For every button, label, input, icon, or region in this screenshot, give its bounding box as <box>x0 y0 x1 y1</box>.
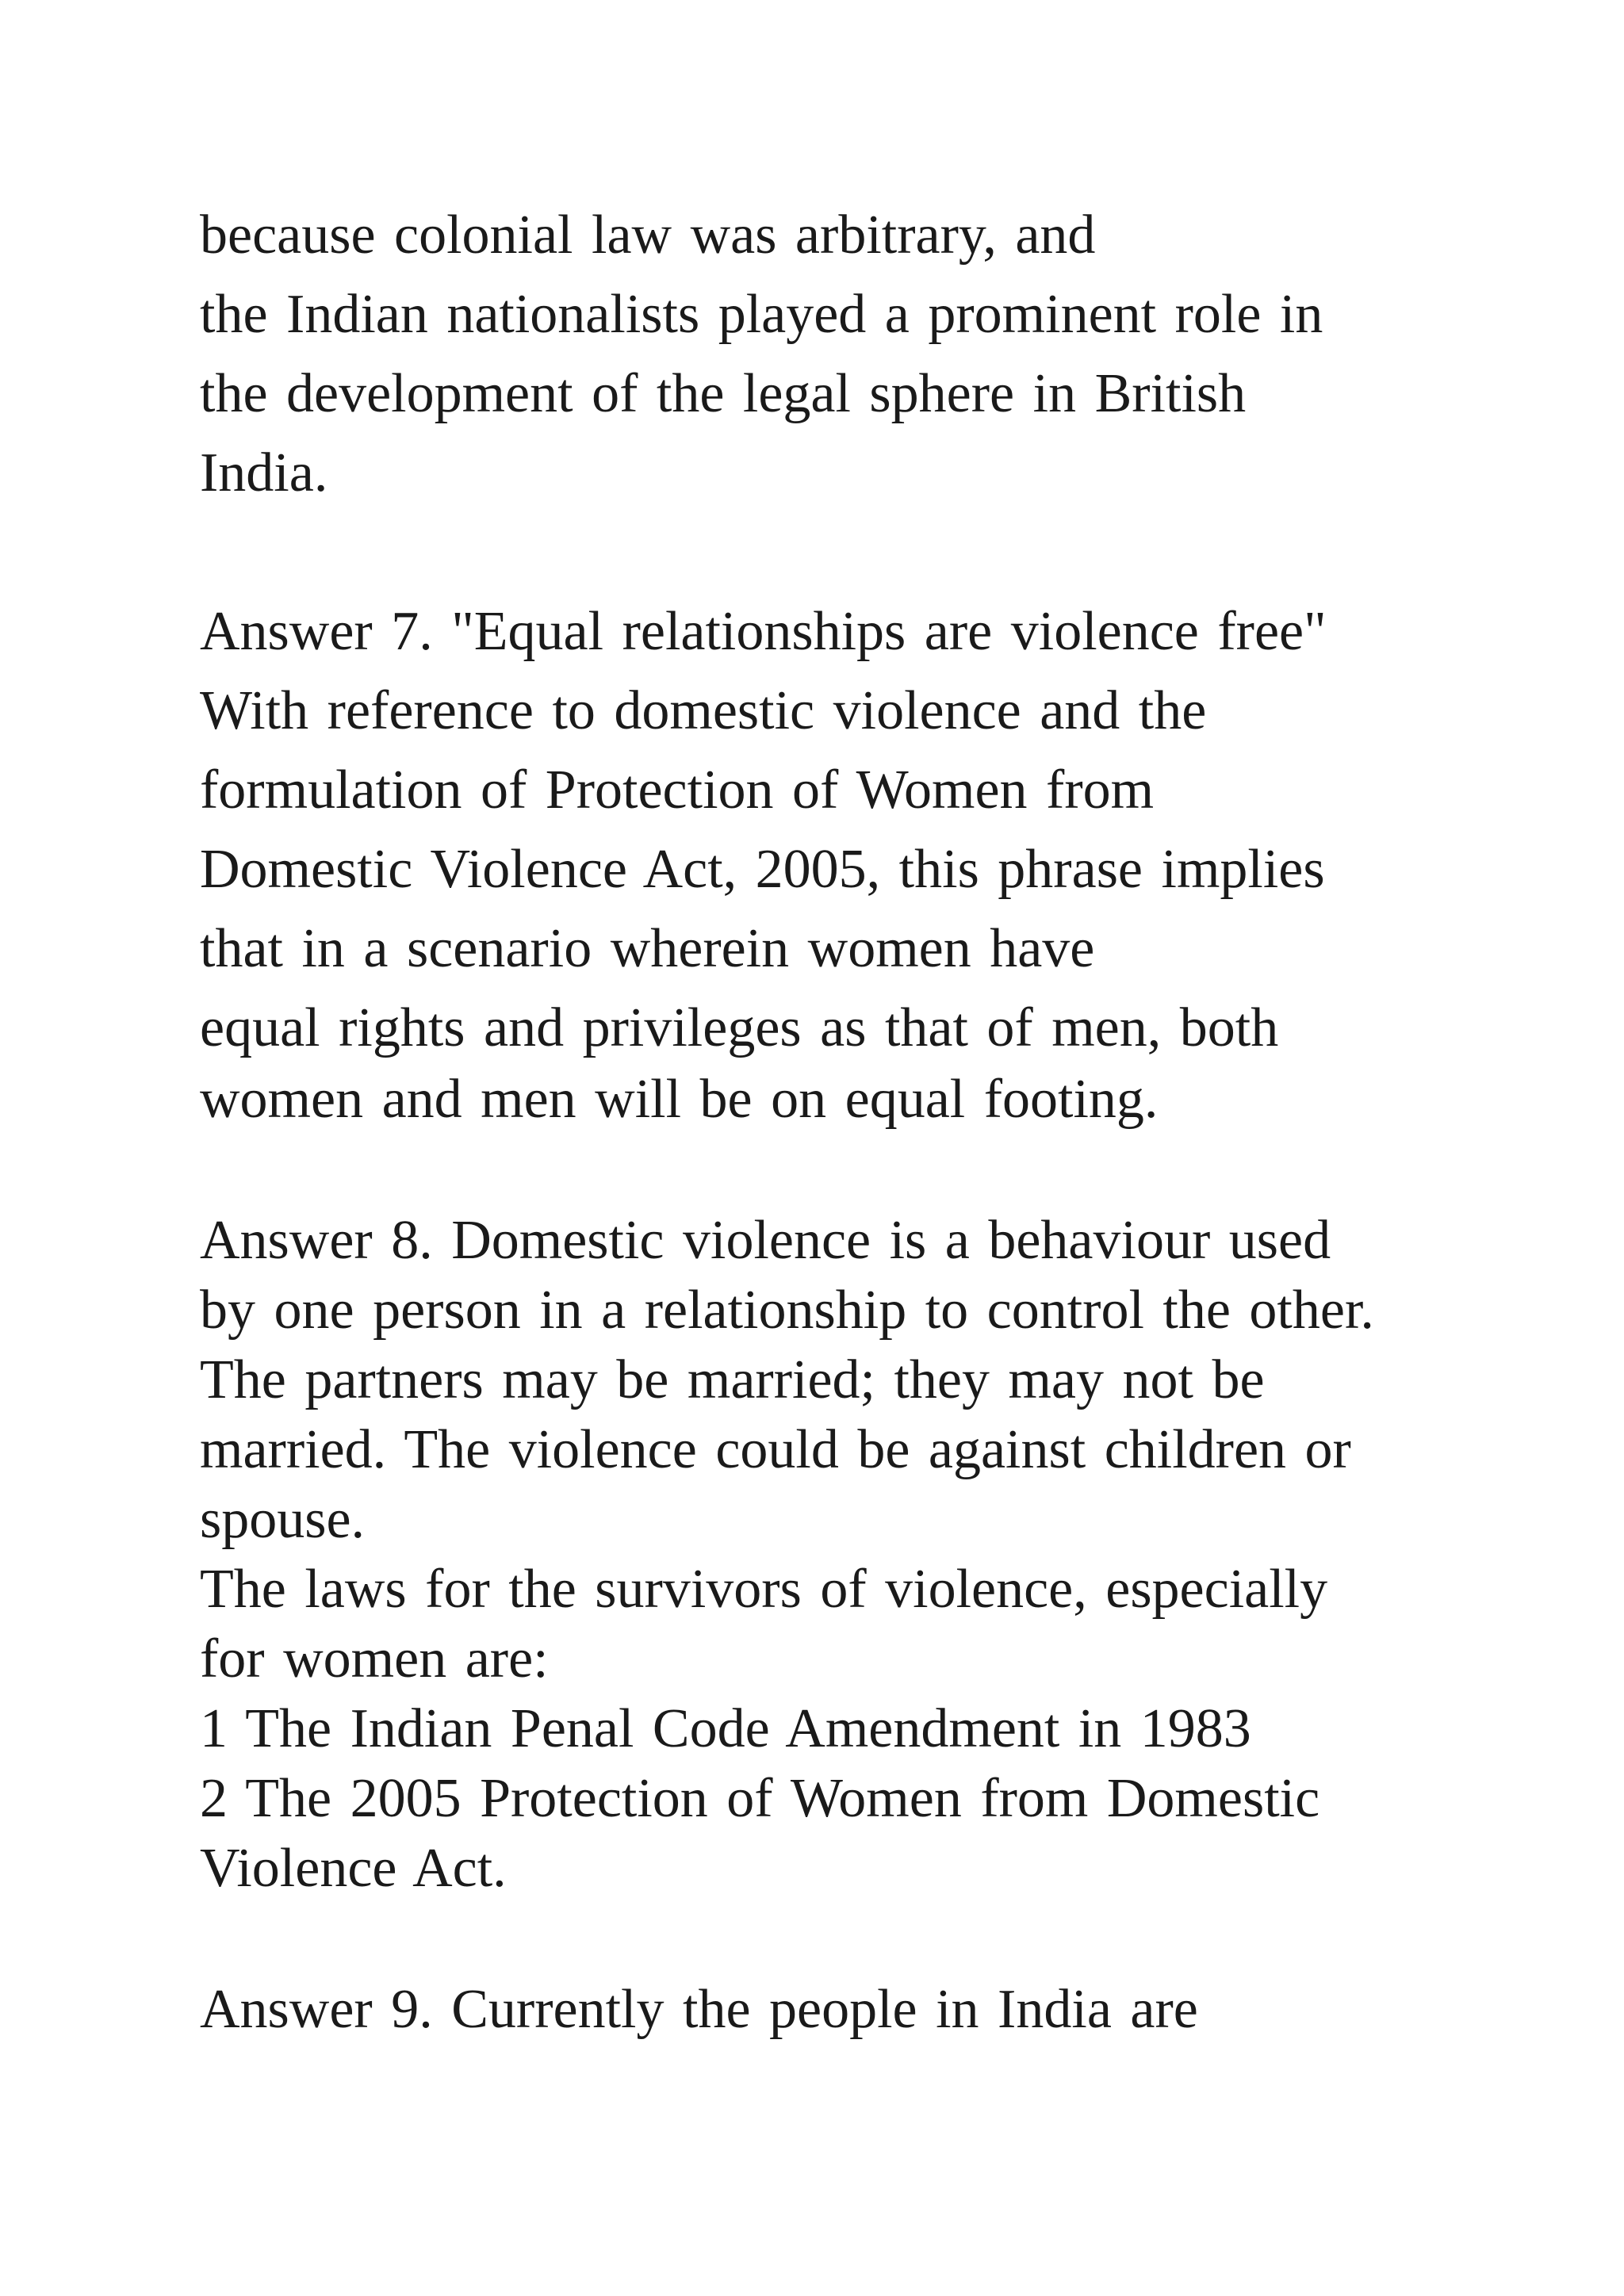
text-line: for women are: <box>200 1628 549 1689</box>
text-line: formulation of Protection of Women from <box>200 760 1155 821</box>
text-line: that in a scenario wherein women have <box>200 918 1095 979</box>
text-line: Domestic Violence Act, 2005, this phrase implies <box>200 839 1325 900</box>
text-line: The partners may be married; they may not be <box>200 1349 1265 1410</box>
text-line: India. <box>200 442 328 503</box>
text-line: The laws for the survivors of violence, especially <box>200 1559 1328 1620</box>
text-line: Answer 8. Domestic violence is a behaviour used <box>200 1210 1331 1271</box>
text-line: because colonial law was arbitrary, and <box>200 205 1096 266</box>
text-line: women and men will be on equal footing. <box>200 1069 1159 1130</box>
text-line: Answer 9. Currently the people in India are <box>200 1979 1198 2040</box>
text-line: married. The violence could be against children or <box>200 1419 1351 1480</box>
text-line: equal rights and privileges as that of men, both <box>200 997 1279 1058</box>
text-line: by one person in a relationship to control the other. <box>200 1280 1374 1341</box>
text-line: the Indian nationalists played a prominent role in <box>200 284 1323 345</box>
text-line: 2 The 2005 Protection of Women from Domestic <box>200 1768 1320 1829</box>
text-line: With reference to domestic violence and the <box>200 680 1207 741</box>
text-line: Violence Act. <box>200 1838 507 1899</box>
text-line: 1 The Indian Penal Code Amendment in 1983 <box>200 1698 1251 1759</box>
text-line: Answer 7. "Equal relationships are violence free" <box>200 601 1327 662</box>
text-line: spouse. <box>200 1489 366 1550</box>
text-line: the development of the legal sphere in British <box>200 363 1247 424</box>
